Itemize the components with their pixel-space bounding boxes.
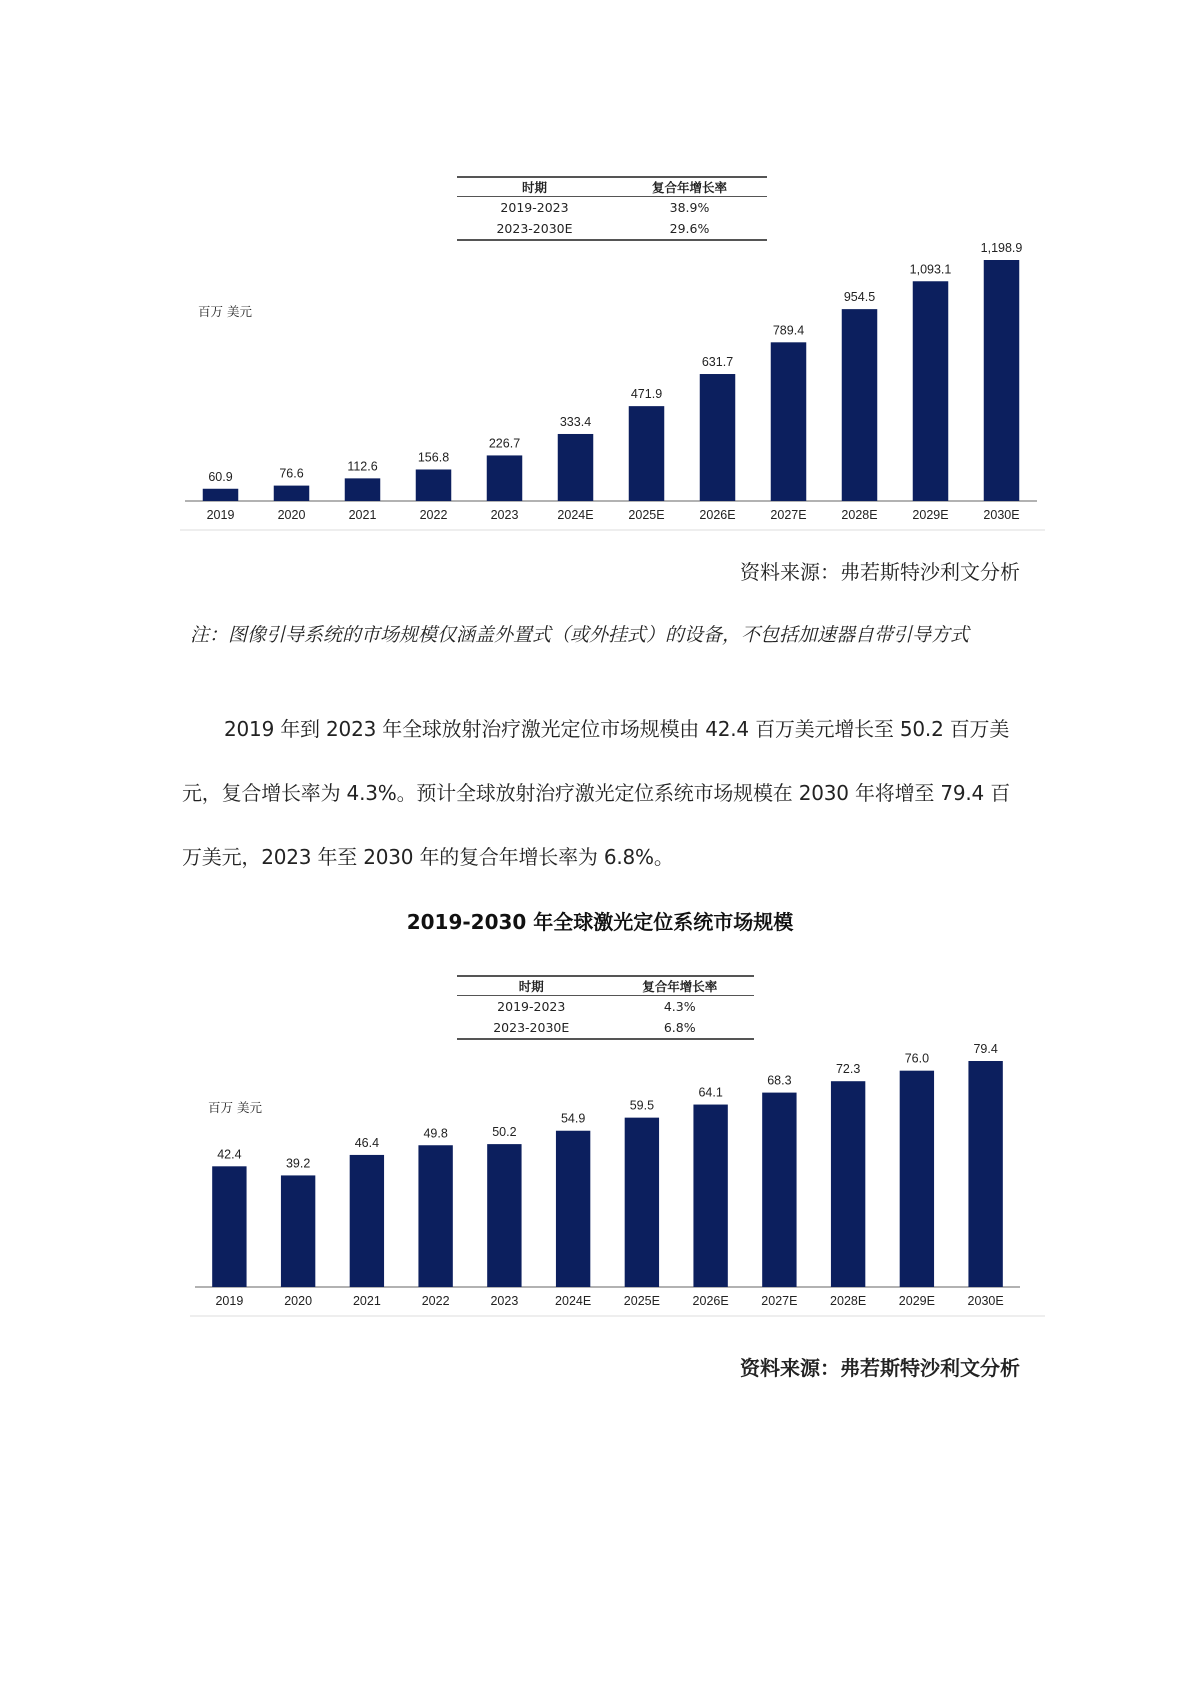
x-tick-label: 2020: [284, 1294, 313, 1308]
bar-value-label: 49.8: [423, 1126, 448, 1141]
bar: [762, 1093, 796, 1287]
x-tick-label: 2019: [206, 508, 235, 522]
bar-value-label: 60.9: [208, 469, 233, 484]
chart-1-unit-label: 百万 美元: [198, 304, 252, 319]
bar-value-label: 112.6: [347, 459, 378, 474]
cagr-header-rate: 复合年增长率: [642, 979, 718, 994]
x-tick-label: 2024E: [557, 508, 594, 522]
bar: [625, 1118, 659, 1287]
cagr-table-header: [457, 977, 754, 996]
cagr-period: 2023-2030E: [496, 221, 573, 236]
x-tick-label: 2024E: [555, 1294, 592, 1308]
body-paragraph: 2019 年到 2023 年全球放射治疗激光定位市场规模由 42.4 百万美元增长至 50.2 百万美元，复合增长率为 4.3%。预计全球放射治疗激光定位系统市场规模在 2030 年将增至 79.4 百万美元，2023 年至 2030 年的复合年增长率为 6.8%。: [182, 717, 1011, 869]
cagr-row: [457, 197, 767, 218]
bar: [693, 1105, 727, 1287]
source-note-1: 资料来源：弗若斯特沙利文分析: [740, 560, 1020, 584]
bar: [629, 406, 665, 501]
bar-value-label: 1,198.9: [980, 241, 1023, 255]
bar-value-label: 79.4: [973, 1042, 998, 1056]
bar: [350, 1155, 384, 1287]
chart-2-unit-label: 百万 美元: [208, 1100, 262, 1115]
bar-value-label: 46.4: [354, 1135, 380, 1150]
bar: [418, 1145, 452, 1287]
cagr-rate: 6.8%: [663, 1020, 696, 1035]
cagr-period: 2019-2023: [497, 999, 566, 1014]
bar: [558, 434, 594, 501]
x-tick-label: 2021: [348, 508, 377, 522]
cagr-table-1: [457, 176, 767, 241]
bar: [556, 1131, 590, 1287]
bar: [842, 309, 878, 501]
cagr-header-rate: 复合年增长率: [651, 180, 727, 195]
bar-value-label: 789.4: [772, 323, 805, 338]
x-tick-label: 2028E: [841, 508, 878, 522]
cagr-header-period: 时期: [521, 180, 547, 195]
x-tick-label: 2026E: [699, 508, 736, 522]
bar: [913, 281, 949, 501]
bar: [416, 469, 452, 501]
bar: [900, 1071, 934, 1287]
cagr-period: 2019-2023: [500, 200, 569, 215]
x-tick-label: 2022: [421, 1294, 450, 1308]
x-tick-label: 2019: [215, 1294, 244, 1308]
bar: [281, 1175, 315, 1287]
footnote: 注：图像引导系统的市场规模仅涵盖外置式（或外挂式）的设备，不包括加速器自带引导方式: [190, 624, 970, 646]
cagr-table-header: [457, 178, 767, 197]
x-tick-label: 2022: [419, 508, 448, 522]
cagr-period: 2023-2030E: [493, 1020, 570, 1035]
bar-value-label: 333.4: [559, 414, 592, 429]
bar: [212, 1166, 246, 1287]
bar-value-label: 226.7: [488, 436, 521, 451]
x-tick-label: 2027E: [770, 508, 807, 522]
bar-value-label: 68.3: [767, 1073, 792, 1088]
x-tick-label: 2023: [490, 1294, 519, 1308]
x-tick-label: 2030E: [983, 508, 1020, 522]
bar-value-label: 631.7: [701, 355, 734, 370]
bar-value-label: 64.1: [698, 1085, 723, 1100]
x-tick-label: 2025E: [628, 508, 665, 522]
bar: [968, 1061, 1002, 1287]
bar-value-label: 72.3: [835, 1062, 861, 1077]
bar-value-label: 954.5: [843, 290, 876, 305]
x-tick-label: 2030E: [967, 1294, 1004, 1308]
cagr-rate: 38.9%: [669, 200, 710, 215]
bar-value-label: 1,093.1: [909, 262, 952, 277]
bar: [274, 486, 310, 501]
bar: [345, 478, 381, 501]
x-tick-label: 2027E: [761, 1294, 798, 1308]
cagr-row: [457, 218, 767, 239]
bar-value-label: 42.4: [217, 1147, 242, 1162]
bar: [771, 342, 807, 501]
cagr-row: [457, 1017, 754, 1038]
cagr-rate: 4.3%: [663, 999, 696, 1014]
x-tick-label: 2021: [352, 1294, 381, 1308]
bar-value-label: 156.8: [417, 450, 450, 465]
bar-value-label: 76.0: [904, 1051, 930, 1066]
x-tick-label: 2028E: [830, 1294, 867, 1308]
bar-value-label: 76.6: [279, 466, 304, 481]
x-tick-label: 2025E: [623, 1294, 660, 1308]
chart-2-title: 2019-2030 年全球激光定位系统市场规模: [406, 910, 794, 934]
bar-value-label: 471.9: [630, 387, 663, 402]
bar: [487, 1144, 521, 1287]
bar-value-label: 50.2: [492, 1125, 517, 1140]
bar: [487, 455, 523, 501]
x-tick-label: 2020: [277, 508, 306, 522]
bar: [203, 489, 239, 501]
bar-value-label: 39.2: [285, 1156, 311, 1171]
x-tick-label: 2029E: [898, 1294, 935, 1308]
bar: [700, 374, 736, 501]
bar: [831, 1081, 865, 1287]
source-note-2: 资料来源：弗若斯特沙利文分析: [740, 1356, 1020, 1380]
cagr-row: [457, 996, 754, 1017]
bar-value-label: 54.9: [560, 1111, 586, 1126]
cagr-table-2: [457, 975, 754, 1040]
x-tick-label: 2026E: [692, 1294, 729, 1308]
bar-value-label: 59.5: [629, 1098, 655, 1113]
x-tick-label: 2029E: [912, 508, 949, 522]
x-tick-label: 2023: [490, 508, 519, 522]
bar: [984, 260, 1020, 501]
cagr-rate: 29.6%: [669, 221, 710, 236]
cagr-header-period: 时期: [518, 979, 544, 994]
